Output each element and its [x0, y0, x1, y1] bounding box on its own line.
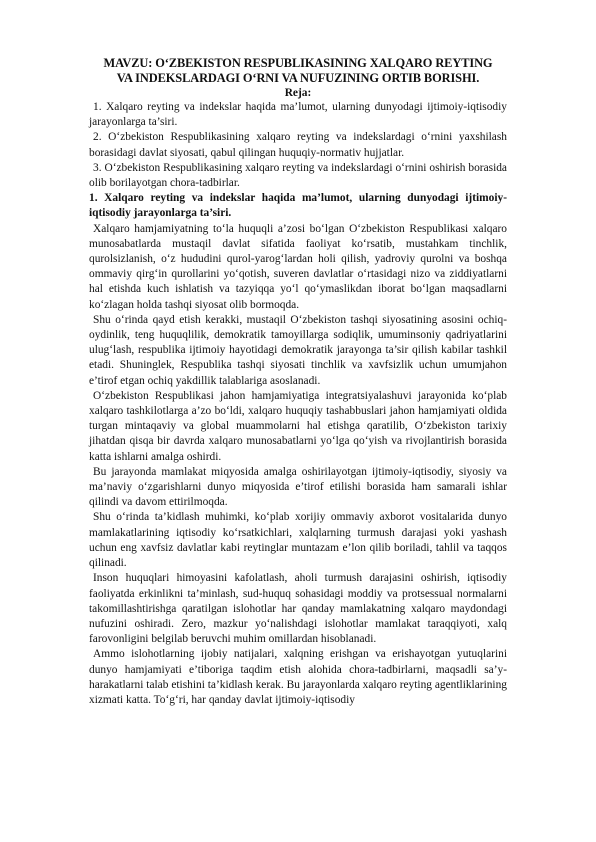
body-text	[89, 222, 507, 709]
plan-heading: Reja:	[284, 87, 312, 99]
paragraph-6: Inson huquqlari himoyasini kafolatlash, aholi turmush darajasini oshirish, iqtisodiy faoliyatda erkinlikni ta’minlash, sud-huquq sohasidagi moddiy va protsessual normalarni takomillashtirishga qaratilgan islohotlar har qanday mamlakatning xalqaro maydondagi nufuzini oshiradi. Zero, mazkur yo‘nalishdagi islohotlar mamlakat taraqqiyoti, xalq farovonligini belgilab beruvchi muhim omillardan hisoblanadi.	[89, 572, 507, 646]
paragraph-2: Shu o‘rinda qayd etish kerakki, mustaqil O‘zbekiston tashqi siyosatining asosini ochiq-oydinlik, teng huquqlilik, demokratik tamoyillarga sodiqlik, umuminsoniy qadriyatlarini ulug‘lash, respublika ijtimoiy hayotidagi demokratik jarayonga ta’sir qilish kabilar tashkil etadi. Shuninglek, Respublika tashqi siyosati tinchlik va xavfsizlik uchun umumjahon e’tirof etgan ochiq yakdillik talablariga asoslanadi.	[89, 313, 507, 387]
title-line-2: VA INDEKSLARDAGI O‘RNI VA NUFUZINING ORTIB BORISHI.	[116, 71, 480, 85]
paragraph-1: Xalqaro hamjamiyatning to‘la huquqli a’zosi bo‘lgan O‘zbekiston Respublikasi xalqaro munosabatlarda mustaqil davlat sifatida faoliyat ko‘rsatib, mustahkam tinchlik, qurolsizlanish, o‘z hududini qurol-yarog‘lardan holi qilish, yadroviy qurolni va boshqa ommaviy qirg‘in qurollarini yo‘qotish, suveren davlatlar o‘rtasidagi nizo va ziddiyatlarni hal etishda kuch ishlatish va tazyiqqa yo‘l qo‘ymaslikdan iborat bo‘lgan maqsadlarni ko‘zlagan holda tashqi siyosat olib bormoqda.	[89, 222, 507, 311]
paragraph-7: Ammo islohotlarning ijobiy natijalari, xalqning erishgan va erishayotgan yutuqlarini dunyo hamjamiyati e’tiboriga taqdim etish alohida chora-tadbirlarni, maqsadli sa’y-harakatlarni talab etishini ta’kidlash kerak. Bu jarayonlarda xalqaro reyting agentliklarining xizmati katta. To‘g‘ri, har qanday davlat ijtimoiy-iqtisodiy	[89, 648, 507, 706]
paragraph-4: Bu jarayonda mamlakat miqyosida amalga oshirilayotgan ijtimoiy-iqtisodiy, siyosiy va ma’naviy o‘zgarishlarni dunyo miqyosida e’tirof etilishi borasida ham samarali ishlar qilindi va davom ettirilmoqda.	[89, 465, 507, 509]
plan-item-2: 2. O‘zbekiston Respublikasining xalqaro reyting va indekslardagi o‘rnini yaxshilash borasidagi davlat siyosati, qabul qilingan huquqiy-normativ hujjatlar.	[89, 131, 507, 159]
document-page	[89, 56, 507, 708]
plan-list	[89, 100, 507, 191]
paragraph-3: O‘zbekiston Respublikasi jahon hamjamiyatiga integratsiyalashuvi jarayonida ko‘plab xalqaro tashkilotlarga a’zo bo‘ldi, xalqaro huquqiy tashabbuslari jahon hamjamiyati oldida turgan mintaqaviy va global muammolarni hal etishga qaratilib, O‘zbekiston tarixiy jihatdan qisqa bir davrda xalqaro munosabatlarni yo‘lga qo‘yish va rivojlantirish borasida katta ishlarni amalga oshirdi.	[89, 389, 507, 463]
document-title	[89, 56, 507, 86]
section-heading: 1. Xalqaro reyting va indekslar haqida ma’lumot, ularning dunyodagi ijtimoiy-iqtisodiy jarayonlarga ta’siri.	[89, 192, 507, 220]
plan-item-1: 1. Xalqaro reyting va indekslar haqida ma’lumot, ularning dunyodagi ijtimoiy-iqtisodiy jarayonlarga ta’siri.	[89, 101, 507, 129]
title-line-1: MAVZU: O‘ZBEKISTON RESPUBLIKASINING XALQARO REYTING	[103, 56, 493, 70]
plan-item-3: 3. O‘zbekiston Respublikasining xalqaro reyting va indekslardagi o‘rnini oshirish borasida olib borilayotgan chora-tadbirlar.	[89, 161, 507, 190]
paragraph-5: Shu o‘rinda ta’kidlash muhimki, ko‘plab xorijiy ommaviy axborot vositalarida dunyo mamlakatlarining iqtisodiy ko‘rsatkichlari, xalqlarning turmush darajasi yoki yashash uchun eng xavfsiz davlatlar kabi reytinglar muntazam e’lon qilib boriladi, tahlil va taqqos qilinadi.	[89, 511, 507, 570]
